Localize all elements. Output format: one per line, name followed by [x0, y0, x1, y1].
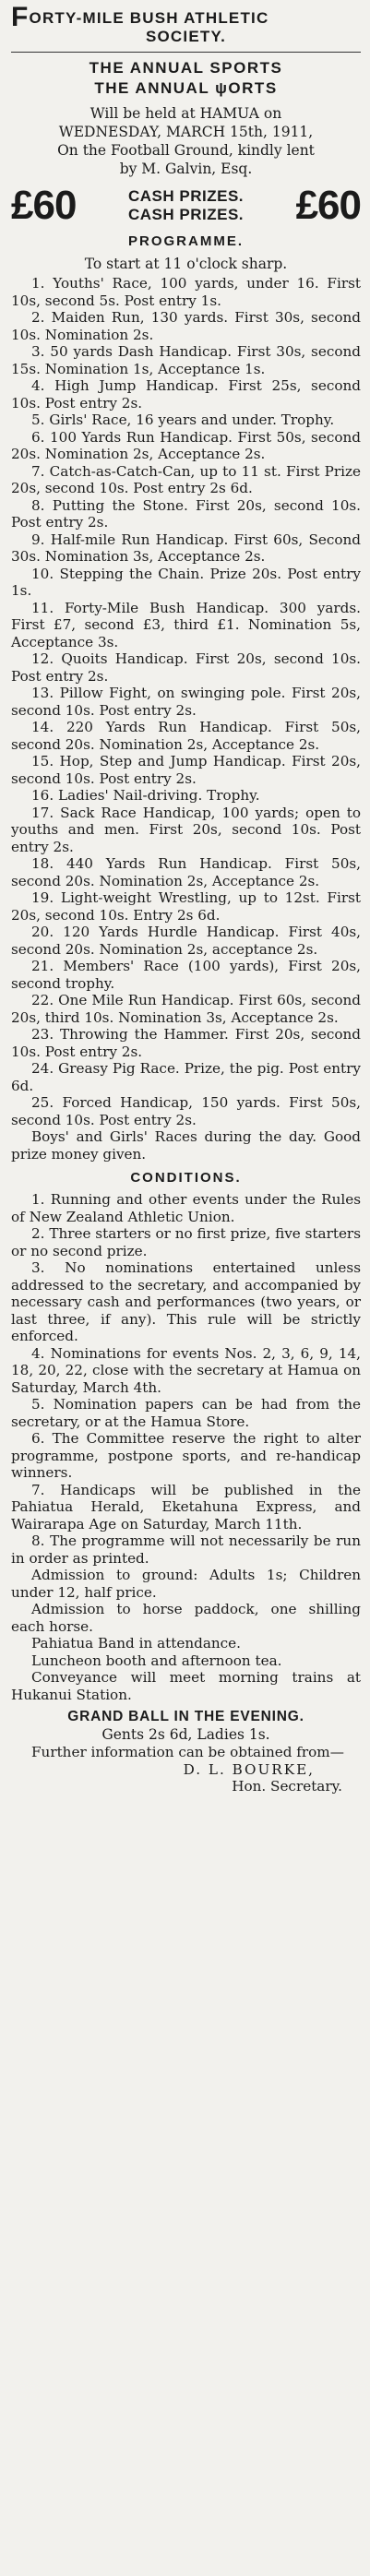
title-drop-cap: F	[11, 2, 30, 32]
event-item: 25. Forced Handicap, 150 yards. First 50s, second 10s. Post entry 2s.	[11, 1094, 361, 1128]
admission-note: Admission to horse paddock, one shilling each horse.	[11, 1601, 361, 1635]
condition-item: 3. No nominations entertained unless addressed to the secretary, and accompanied by necessary cash and performances (two years, or last three, if any). This rule will be strictly enforced.	[11, 1259, 361, 1344]
conditions-list	[11, 1191, 361, 1567]
event-item: 18. 440 Yards Run Handicap. First 50s, second 20s. Nomination 2s, Acceptance 2s.	[11, 855, 361, 889]
prize-amount-right: £60	[295, 183, 361, 228]
ball-admission: Gents 2s 6d, Ladies 1s.	[101, 1726, 270, 1743]
condition-item: 1. Running and other events under the Rules of New Zealand Athletic Union.	[11, 1191, 361, 1225]
event-item: 13. Pillow Fight, on swinging pole. First 20s, second 10s. Post entry 2s.	[11, 685, 361, 719]
event-item: 9. Half-mile Run Handicap. First 60s, Second 30s. Nomination 3s, Acceptance 2s.	[11, 531, 361, 565]
further-info: Further information can be obtained from—	[31, 1744, 344, 1760]
event-item: 16. Ladies' Nail-driving. Trophy.	[31, 787, 260, 804]
event-item: 11. Forty-Mile Bush Handicap. 300 yards. First £7, second £3, third £1. Nomination 5s, Acceptance 3s.	[11, 599, 361, 650]
cash-prizes-line1: CASH PRIZES.	[127, 187, 245, 205]
conditions-heading: CONDITIONS.	[130, 1170, 242, 1186]
event-item: 15. Hop, Step and Jump Handicap. First 20s, second 10s. Post entry 2s.	[11, 753, 361, 787]
event-item: 10. Stepping the Chain. Prize 20s. Post entry 1s.	[11, 565, 361, 599]
intro-line4: by M. Galvin, Esq.	[119, 161, 253, 177]
condition-item: 4. Nominations for events Nos. 2, 3, 6, 9, 14, 18, 20, 22, close with the secretary at Hamua on Saturday, March 4th.	[11, 1344, 361, 1396]
intro-line3: On the Football Ground, kindly lent	[57, 142, 315, 159]
event-item: 2. Maiden Run, 130 yards. First 30s, second 10s. Nomination 2s.	[11, 309, 361, 343]
sports-heading-line2: THE ANNUAL ψORTS	[94, 79, 278, 97]
event-item: 23. Throwing the Hammer. First 20s, second 10s. Post entry 2s.	[11, 1026, 361, 1060]
divider-rule	[11, 52, 361, 53]
event-item: 14. 220 Yards Run Handicap. First 50s, second 20s. Nomination 2s, Acceptance 2s.	[11, 719, 361, 753]
condition-item: 7. Handicaps will be published in the Pahiatua Herald, Eketahuna Express, and Wairarapa Age on Saturday, March 11th.	[11, 1481, 361, 1532]
intro-line2: WEDNESDAY, MARCH 15th, 1911,	[58, 124, 314, 140]
sports-heading-line1: THE ANNUAL SPORTS	[89, 59, 283, 77]
event-item: 22. One Mile Run Handicap. First 60s, second 20s, third 10s. Nomination 3s, Acceptance 2s.	[11, 992, 361, 1026]
grand-ball-heading: GRAND BALL IN THE EVENING.	[67, 1709, 304, 1724]
event-list	[11, 275, 361, 1128]
signature-block	[11, 1761, 361, 1795]
condition-item: 8. The programme will not necessarily be run in order as printed.	[11, 1532, 361, 1567]
intro-block	[11, 104, 361, 178]
admission-note: Admission to ground: Adults 1s; Children under 12, half price.	[11, 1567, 361, 1601]
event-item: 24. Greasy Pig Race. Prize, the pig. Post entry 6d.	[11, 1060, 361, 1094]
admission-note: Luncheon booth and afternoon tea.	[31, 1652, 282, 1669]
title-line1: ORTY-MILE BUSH ATHLETIC	[29, 9, 269, 27]
condition-item: 2. Three starters or no first prize, five starters or no second prize.	[11, 1225, 361, 1259]
event-item: 3. 50 yards Dash Handicap. First 30s, second 15s. Nomination 1s, Acceptance 1s.	[11, 343, 361, 377]
admission-notes	[11, 1567, 361, 1703]
event-item: 12. Quoits Handicap. First 20s, second 10s. Post entry 2s.	[11, 650, 361, 685]
programme-note: Boys' and Girls' Races during the day. Good prize money given.	[11, 1128, 361, 1163]
admission-note: Pahiatua Band in attendance.	[31, 1635, 241, 1652]
event-item: 21. Members' Race (100 yards), First 20s, second trophy.	[11, 958, 361, 992]
condition-item: 5. Nomination papers can be had from the secretary, or at the Hamua Store.	[11, 1396, 361, 1430]
prize-amount-left: £60	[11, 183, 77, 228]
event-item: 19. Light-weight Wrestling, up to 12st. First 20s, second 10s. Entry 2s 6d.	[11, 889, 361, 924]
intro-line1: Will be held at HAMUA on	[90, 105, 282, 122]
title-line2: SOCIETY.	[145, 28, 227, 45]
event-item: 6. 100 Yards Run Handicap. First 50s, second 20s. Nomination 2s, Acceptance 2s.	[11, 428, 361, 462]
event-item: 17. Sack Race Handicap, 100 yards; open to youths and men. First 20s, second 10s. Post entry 2s.	[11, 804, 361, 855]
cash-prizes-line2: CASH PRIZES.	[127, 206, 245, 223]
event-item: 20. 120 Yards Hurdle Handicap. First 40s, second 20s. Nomination 2s, acceptance 2s.	[11, 924, 361, 958]
event-item: 5. Girls' Race, 16 years and under. Trophy.	[31, 411, 335, 428]
condition-item: 6. The Committee reserve the right to alter programme, postpone sports, and re-handicap winners.	[11, 1430, 361, 1481]
event-item: 8. Putting the Stone. First 20s, second 10s. Post entry 2s.	[11, 496, 361, 531]
event-item: 4. High Jump Handicap. First 25s, second 10s. Post entry 2s.	[11, 377, 361, 411]
start-time: To start at 11 o'clock sharp.	[84, 256, 288, 272]
event-item: 7. Catch-as-Catch-Can, up to 11 st. First Prize 20s, second 10s. Post entry 2s 6d.	[11, 462, 361, 496]
cash-prizes-banner	[11, 185, 361, 226]
admission-note: Conveyance will meet morning trains at Hukanui Station.	[11, 1669, 361, 1703]
secretary-title: Hon. Secretary.	[232, 1778, 342, 1795]
sports-heading	[11, 58, 361, 99]
secretary-name: D. L. BOURKE,	[183, 1760, 315, 1778]
society-title	[11, 2, 361, 46]
event-item: 1. Youths' Race, 100 yards, under 16. First 10s, second 5s. Post entry 1s.	[11, 275, 361, 309]
programme-heading: PROGRAMME.	[128, 233, 244, 249]
cash-prizes-text	[128, 187, 244, 224]
